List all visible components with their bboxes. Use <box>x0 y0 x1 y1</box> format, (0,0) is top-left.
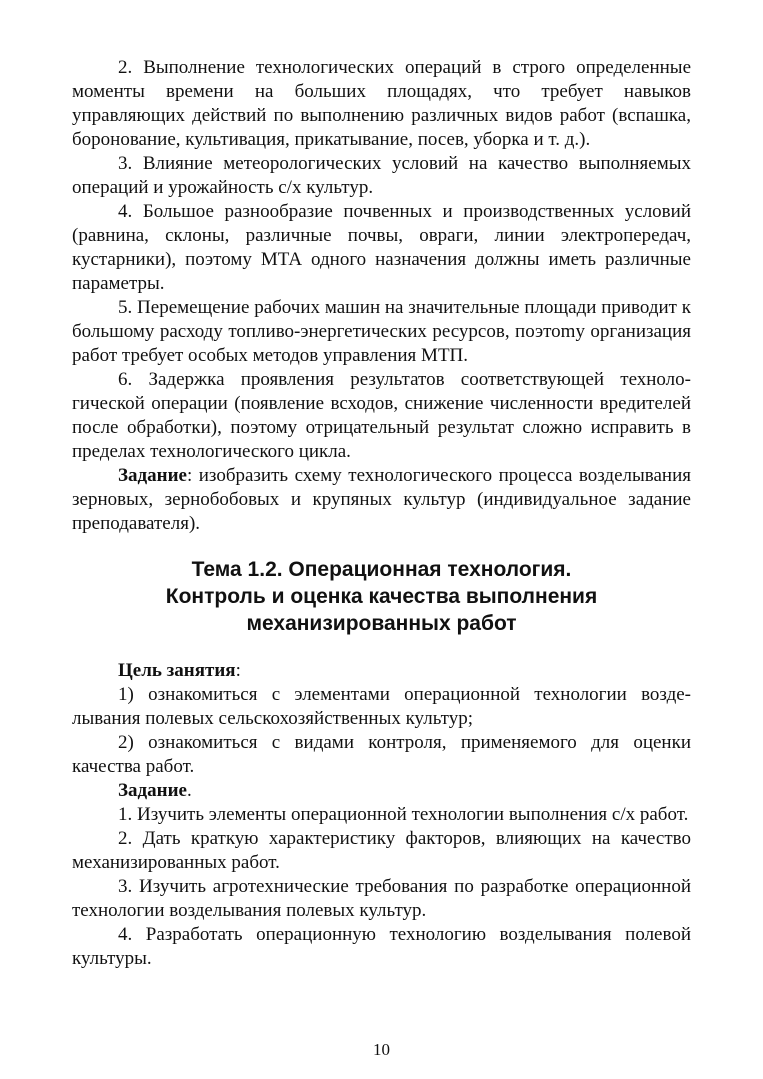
task-heading <box>72 779 691 803</box>
heading-line-2: Контроль и оценка качества выполнения <box>165 585 598 608</box>
heading-line-3: механизированных работ <box>246 612 517 635</box>
goal-suffix: : <box>235 660 241 681</box>
goal-label: Цель занятия <box>118 660 236 681</box>
task-item-3: 3. Изучить агротехнические требования по разработке операционной технологии возделывания полевых культур. <box>72 876 691 921</box>
goal-heading <box>72 659 691 683</box>
task-item-4: 4. Разработать операционную технологию возделывания полевой культуры. <box>72 924 691 969</box>
paragraph-item-5: 5. Перемещение рабочих машин на значительные площади приводит к большому расходу топливо-энергетических ресурсов, поэтоmy организация работ требует особых методов управления МТП. <box>72 297 691 366</box>
task-intro-label: Задание <box>118 465 187 486</box>
task-intro-text: : изобразить схему технологического процесса возделывания зерновых, зернобобовых и крупяных культур (индивидуальное задание преподавателя). <box>72 465 691 534</box>
paragraph-item-2: 2. Выполнение технологических операций в строго определенные моменты времени на больших площадях, что требует навыков управляющих действий по выполнению различных видов работ (вспашка, боронование, культивация, прикатывание, посев, уборка и т. д.). <box>72 57 691 150</box>
task-intro-paragraph <box>72 464 691 536</box>
heading-line-1: Тема 1.2. Операционная технология. <box>191 558 572 581</box>
paragraph-item-6: 6. Задержка проявления результатов соответствующей технологической операции (появление всходов, снижение численности вредителей после обработки), поэтому отрицательный результат сложно исправить в пределах технологического цикла. <box>72 369 691 462</box>
section-heading <box>72 556 691 637</box>
task-suffix: . <box>186 780 192 801</box>
paragraph-item-3: 3. Влияние метеорологических условий на качество выполняемых операций и урожайность с/х культур. <box>72 153 691 198</box>
goal-item-2: 2) ознакомиться с видами контроля, применяемого для оценки качества работ. <box>72 732 691 777</box>
paragraph-item-4: 4. Большое разнообразие почвенных и производственных условий (равнина, склоны, различные почвы, овраги, линии электропередач, кустарники), поэтому МТА одного назначения должны иметь различные параметры. <box>72 201 691 294</box>
task-item-1: 1. Изучить элементы операционной технологии выполнения с/х работ. <box>118 804 689 825</box>
goal-item-1: 1) ознакомиться с элементами операционной технологии возделывания полевых сельскохозяйственных культур; <box>72 684 691 729</box>
document-page <box>72 56 691 971</box>
task-item-2: 2. Дать краткую характеристику факторов, влияющих на качество механизированных работ. <box>72 828 691 873</box>
page-number: 10 <box>373 1040 390 1059</box>
task-label: Задание <box>118 780 187 801</box>
